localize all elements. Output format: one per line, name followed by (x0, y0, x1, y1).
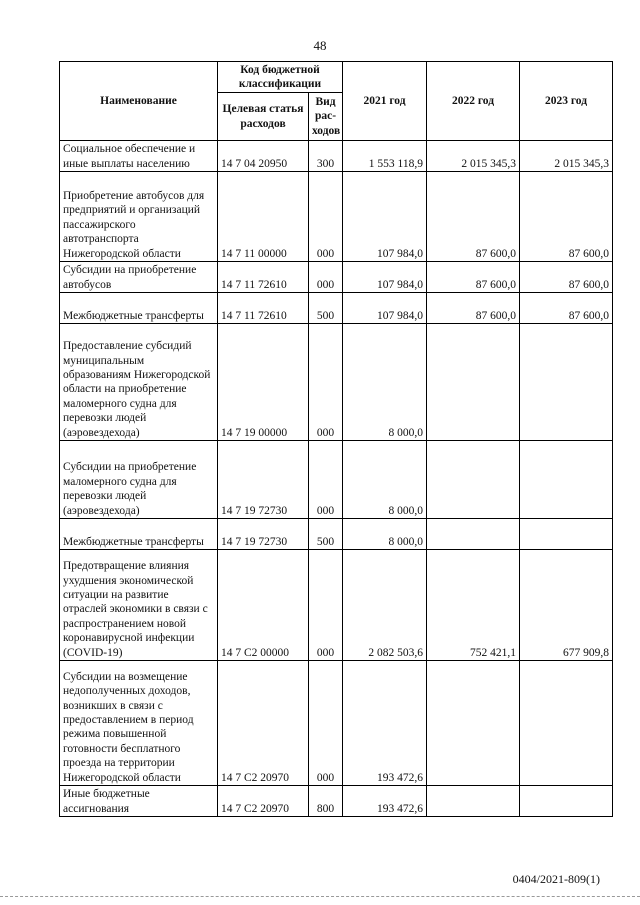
row-amount-2021: 8 000,0 (343, 324, 427, 441)
row-name: Приобретение автобусов для предприятий и организаций пассажирского автотранспорта Нижегородской области (60, 172, 218, 262)
bottom-rule (0, 896, 640, 899)
row-amount-2023 (520, 519, 613, 550)
row-amount-2023: 87 600,0 (520, 262, 613, 293)
row-amount-2022 (427, 786, 520, 817)
row-target-article: 14 7 11 72610 (218, 293, 309, 324)
row-amount-2021: 193 472,6 (343, 786, 427, 817)
row-name: Социальное обеспечение и иные выплаты населению (60, 141, 218, 172)
row-expense-type: 800 (309, 786, 343, 817)
table-row (60, 293, 613, 324)
row-target-article: 14 7 04 20950 (218, 141, 309, 172)
row-expense-type: 300 (309, 141, 343, 172)
row-name: Субсидии на приобретение маломерного судна для перевозки людей (аэровездехода) (60, 441, 218, 519)
row-target-article: 14 7 11 00000 (218, 172, 309, 262)
row-amount-2023 (520, 324, 613, 441)
row-amount-2023: 87 600,0 (520, 172, 613, 262)
header-budget-classification: Код бюджетной классификации (218, 62, 343, 93)
row-expense-type: 000 (309, 661, 343, 786)
row-target-article: 14 7 19 72730 (218, 519, 309, 550)
table-row (60, 519, 613, 550)
row-amount-2023: 2 015 345,3 (520, 141, 613, 172)
budget-table (59, 61, 613, 817)
row-amount-2022 (427, 661, 520, 786)
row-amount-2022: 87 600,0 (427, 262, 520, 293)
row-amount-2023: 87 600,0 (520, 293, 613, 324)
table-row (60, 786, 613, 817)
row-expense-type: 500 (309, 293, 343, 324)
header-2023: 2023 год (520, 62, 613, 141)
row-target-article: 14 7 C2 20970 (218, 661, 309, 786)
row-name: Субсидии на приобретение автобусов (60, 262, 218, 293)
header-name: Наименование (60, 62, 218, 141)
row-target-article: 14 7 C2 00000 (218, 550, 309, 661)
table-row (60, 661, 613, 786)
table-body (60, 141, 613, 817)
row-target-article: 14 7 11 72610 (218, 262, 309, 293)
row-amount-2022: 752 421,1 (427, 550, 520, 661)
row-amount-2021: 1 553 118,9 (343, 141, 427, 172)
header-2021: 2021 год (343, 62, 427, 141)
table-row (60, 172, 613, 262)
row-name: Межбюджетные трансферты (60, 519, 218, 550)
row-target-article: 14 7 C2 20970 (218, 786, 309, 817)
row-amount-2023: 677 909,8 (520, 550, 613, 661)
row-amount-2021: 107 984,0 (343, 262, 427, 293)
row-name: Предоставление субсидий муниципальным образованиям Нижегородской области на приобретение маломерного судна для перевозки людей (аэровездехода) (60, 324, 218, 441)
row-target-article: 14 7 19 00000 (218, 324, 309, 441)
page-number: 48 (313, 38, 327, 53)
row-name: Субсидии на возмещение недополученных доходов, возникших в связи с предоставлением в период режима повышенной готовности бесплатного проезда на территории Нижегородской области (60, 661, 218, 786)
row-amount-2022 (427, 519, 520, 550)
row-amount-2022 (427, 441, 520, 519)
row-amount-2021: 107 984,0 (343, 293, 427, 324)
table-row (60, 550, 613, 661)
row-amount-2023 (520, 786, 613, 817)
row-amount-2022: 87 600,0 (427, 293, 520, 324)
row-target-article: 14 7 19 72730 (218, 441, 309, 519)
table-row (60, 324, 613, 441)
row-amount-2022 (427, 324, 520, 441)
row-amount-2023 (520, 441, 613, 519)
row-amount-2021: 2 082 503,6 (343, 550, 427, 661)
row-name: Иные бюджетные ассигнования (60, 786, 218, 817)
row-expense-type: 000 (309, 172, 343, 262)
row-expense-type: 000 (309, 441, 343, 519)
row-expense-type: 000 (309, 324, 343, 441)
row-amount-2023 (520, 661, 613, 786)
header-expense-type: Вид рас-ходов (309, 93, 343, 141)
table-row (60, 141, 613, 172)
header-2022: 2022 год (427, 62, 520, 141)
row-amount-2021: 8 000,0 (343, 441, 427, 519)
row-amount-2022: 2 015 345,3 (427, 141, 520, 172)
header-target-article: Целевая статья расходов (218, 93, 309, 141)
table-header (60, 62, 613, 141)
row-expense-type: 000 (309, 262, 343, 293)
table-row (60, 441, 613, 519)
row-amount-2022: 87 600,0 (427, 172, 520, 262)
row-expense-type: 000 (309, 550, 343, 661)
row-name: Межбюджетные трансферты (60, 293, 218, 324)
table-row (60, 262, 613, 293)
row-amount-2021: 107 984,0 (343, 172, 427, 262)
document-code: 0404/2021-809(1) (512, 872, 600, 886)
row-amount-2021: 193 472,6 (343, 661, 427, 786)
row-expense-type: 500 (309, 519, 343, 550)
row-amount-2021: 8 000,0 (343, 519, 427, 550)
row-name: Предотвращение влияния ухудшения экономической ситуации на развитие отраслей экономики в связи с распространением новой коронавирусной инфекции (COVID-19) (60, 550, 218, 661)
